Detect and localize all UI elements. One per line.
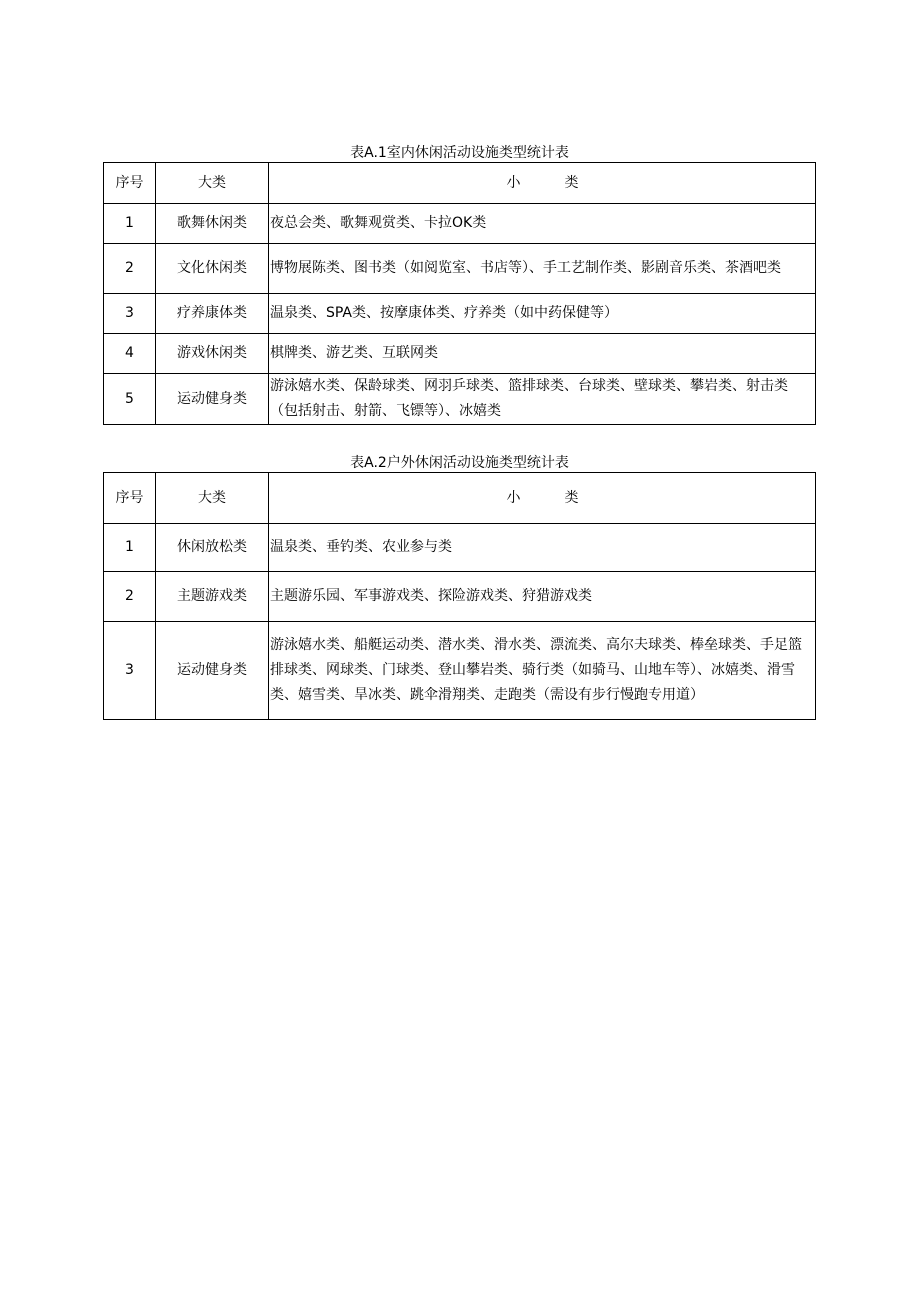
header-category: 大类 (156, 473, 269, 524)
row-no: 3 (104, 622, 156, 720)
row-category: 主题游戏类 (156, 572, 269, 622)
header-sub-left: 小 (506, 489, 521, 506)
table-row (104, 374, 816, 425)
header-sub-right: 类 (564, 489, 579, 506)
row-subcategories: 温泉类、垂钓类、农业参与类 (269, 524, 816, 572)
header-category: 大类 (156, 163, 269, 204)
row-no: 5 (104, 374, 156, 425)
row-subcategories: 棋牌类、游艺类、互联网类 (269, 334, 816, 374)
row-subcategories: 博物展陈类、图书类（如阅览室、书店等）、手工艺制作类、影剧音乐类、茶酒吧类 (269, 244, 816, 294)
row-subcategories: 夜总会类、歌舞观赏类、卡拉OK类 (269, 204, 816, 244)
header-sub-left: 小 (506, 174, 521, 191)
row-category: 休闲放松类 (156, 524, 269, 572)
row-category: 运动健身类 (156, 374, 269, 425)
header-subcategory (269, 163, 816, 204)
row-no: 3 (104, 294, 156, 334)
row-category: 歌舞休闲类 (156, 204, 269, 244)
table-row (104, 244, 816, 294)
row-subcategories: 主题游乐园、军事游戏类、探险游戏类、狩猎游戏类 (269, 572, 816, 622)
header-sub-right: 类 (564, 174, 579, 191)
row-subcategories: 游泳嬉水类、保龄球类、网羽乒球类、篮排球类、台球类、壁球类、攀岩类、射击类（包括射击、射箭、飞镖等）、冰嬉类 (269, 374, 816, 425)
header-subcategory (269, 473, 816, 524)
row-subcategories: 游泳嬉水类、船艇运动类、潜水类、滑水类、漂流类、高尔夫球类、棒垒球类、手足篮排球类、网球类、门球类、登山攀岩类、骑行类（如骑马、山地车等）、冰嬉类、滑雪类、嬉雪类、旱冰类、跳伞滑翔类、走跑类（需设有步行慢跑专用道） (269, 622, 816, 720)
table-row (104, 572, 816, 622)
table2-caption: 表A.2户外休闲活动设施类型统计表 (350, 455, 569, 471)
row-category: 文化休闲类 (156, 244, 269, 294)
table-header-row (104, 473, 816, 524)
row-subcategories: 温泉类、SPA类、按摩康体类、疗养类（如中药保健等） (269, 294, 816, 334)
row-no: 1 (104, 204, 156, 244)
table-row (104, 622, 816, 720)
outdoor-facilities-table (103, 472, 816, 720)
table-row (104, 204, 816, 244)
row-no: 2 (104, 244, 156, 294)
row-category: 疗养康体类 (156, 294, 269, 334)
indoor-facilities-table (103, 162, 816, 425)
table-row (104, 524, 816, 572)
table-row (104, 334, 816, 374)
row-no: 2 (104, 572, 156, 622)
row-category: 游戏休闲类 (156, 334, 269, 374)
header-no: 序号 (104, 163, 156, 204)
row-no: 1 (104, 524, 156, 572)
table-row (104, 294, 816, 334)
row-category: 运动健身类 (156, 622, 269, 720)
row-no: 4 (104, 334, 156, 374)
header-no: 序号 (104, 473, 156, 524)
table1-caption: 表A.1室内休闲活动设施类型统计表 (350, 145, 569, 161)
table-header-row (104, 163, 816, 204)
